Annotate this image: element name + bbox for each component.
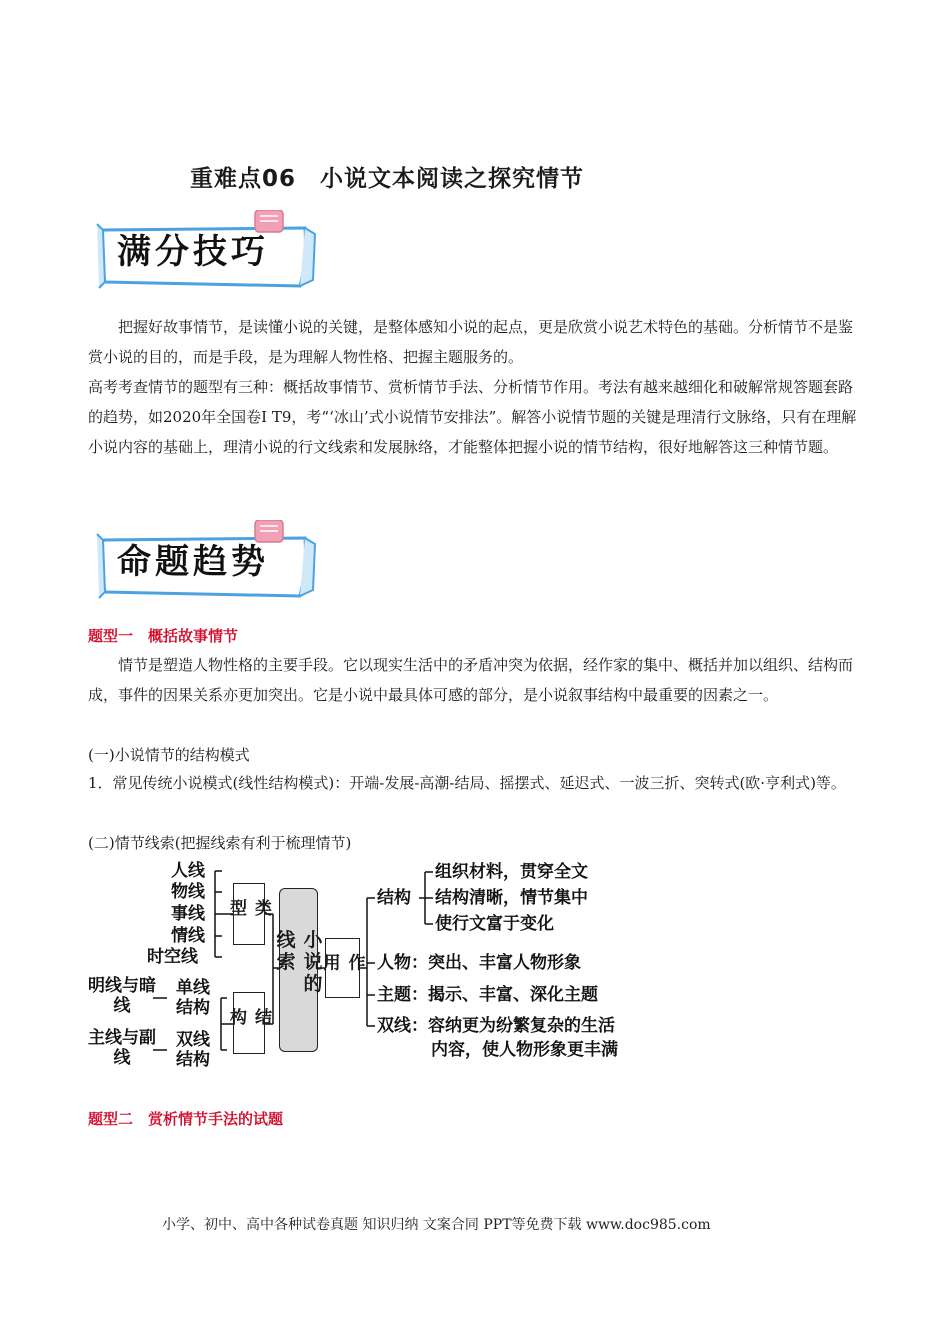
function-box xyxy=(319,938,365,998)
function-theme: 主题：揭示、丰富、深化主题 xyxy=(377,985,598,1005)
type-item-emotion: 情线 xyxy=(171,926,205,946)
light-dark-line: 明线与暗线 xyxy=(88,976,156,1016)
skills-paragraph-2: 高考考查情节的题型有三种：概括故事情节、赏析情节手法、分析情节作用。考法有越来越细化和破解常规答题套路的趋势，如2020年全国卷Ⅰ T9，考“‘冰山’式小说情节安排法”。解答小说情节题的关键是理清行文脉络，只有在理解小说内容的基础上，理清小说的行文线索和发展脉络，才能整体把握小说的情节结构，很好地解答这三种情节题。 xyxy=(88,378,857,456)
function-dual-line-1: 双线：容纳更为纷繁复杂的生活 xyxy=(377,1016,615,1036)
page-footer: 小学、初中、高中各种试卷真题 知识归纳 文案合同 PPT等免费下载 www.doc985.com xyxy=(162,1217,711,1233)
plot-clue-subheading: (二)情节线索(把握线索有利于梳理情节) xyxy=(88,834,352,852)
center-box xyxy=(273,888,323,1052)
double-line-structure: 双线结构 xyxy=(176,1030,210,1070)
structure-mode-subheading: (一)小说情节的结构模式 xyxy=(88,746,250,764)
trends-banner xyxy=(95,520,320,604)
type-box xyxy=(226,883,271,945)
trends-banner-text: 命题趋势 xyxy=(117,542,269,582)
structure-mode-item: 1．常见传统小说模式(线性结构模式)：开端-发展-高潮-结局、摇摆式、延迟式、一波三折、突转式(欧·亨利式)等。 xyxy=(88,774,846,792)
center-box-label: 小说的线索 xyxy=(273,929,323,996)
single-line-structure: 单线结构 xyxy=(176,978,210,1018)
type-item-event: 事线 xyxy=(171,904,205,924)
skills-paragraph-1: 把握好故事情节，是读懂小说的关键，是整体感知小说的起点，更是欣赏小说艺术特色的基础。分析情节不是鉴赏小说的目的，而是手段，是为理解人物性格、把握主题服务的。 xyxy=(88,318,854,366)
type-item-people: 人线 xyxy=(171,861,205,881)
function-structure-label: 结构 xyxy=(377,888,411,908)
function-box-label: 作用 xyxy=(319,953,365,973)
type-box-label: 类型 xyxy=(226,899,271,918)
plot-clue-diagram xyxy=(85,858,685,1068)
main-sub-line: 主线与副线 xyxy=(88,1028,156,1068)
page-title: 重难点06 小说文本阅读之探究情节 xyxy=(190,166,585,192)
skills-banner-text: 满分技巧 xyxy=(117,232,269,272)
struct-item-1: 组织材料，贯穿全文 xyxy=(435,862,588,882)
struct-box xyxy=(226,992,271,1054)
type-item-object: 物线 xyxy=(171,882,205,902)
function-dual-line-2: 内容，使人物形象更丰满 xyxy=(431,1040,618,1060)
type1-paragraph: 情节是塑造人物性格的主要手段。它以现实生活中的矛盾冲突为依据，经作家的集中、概括并加以组织、结构而成，事件的因果关系亦更加突出。它是小说中最具体可感的部分，是小说叙事结构中最重要的因素之一。 xyxy=(88,656,854,704)
struct-box-label: 结构 xyxy=(226,1008,271,1027)
struct-item-3: 使行文富于变化 xyxy=(435,914,554,934)
type2-heading: 题型二 赏析情节手法的试题 xyxy=(88,1110,284,1128)
function-people: 人物：突出、丰富人物形象 xyxy=(377,953,581,973)
type-item-time-space: 时空线 xyxy=(147,947,198,967)
struct-item-2: 结构清晰，情节集中 xyxy=(435,888,588,908)
type1-heading: 题型一 概括故事情节 xyxy=(88,627,239,645)
skills-banner xyxy=(95,210,320,294)
